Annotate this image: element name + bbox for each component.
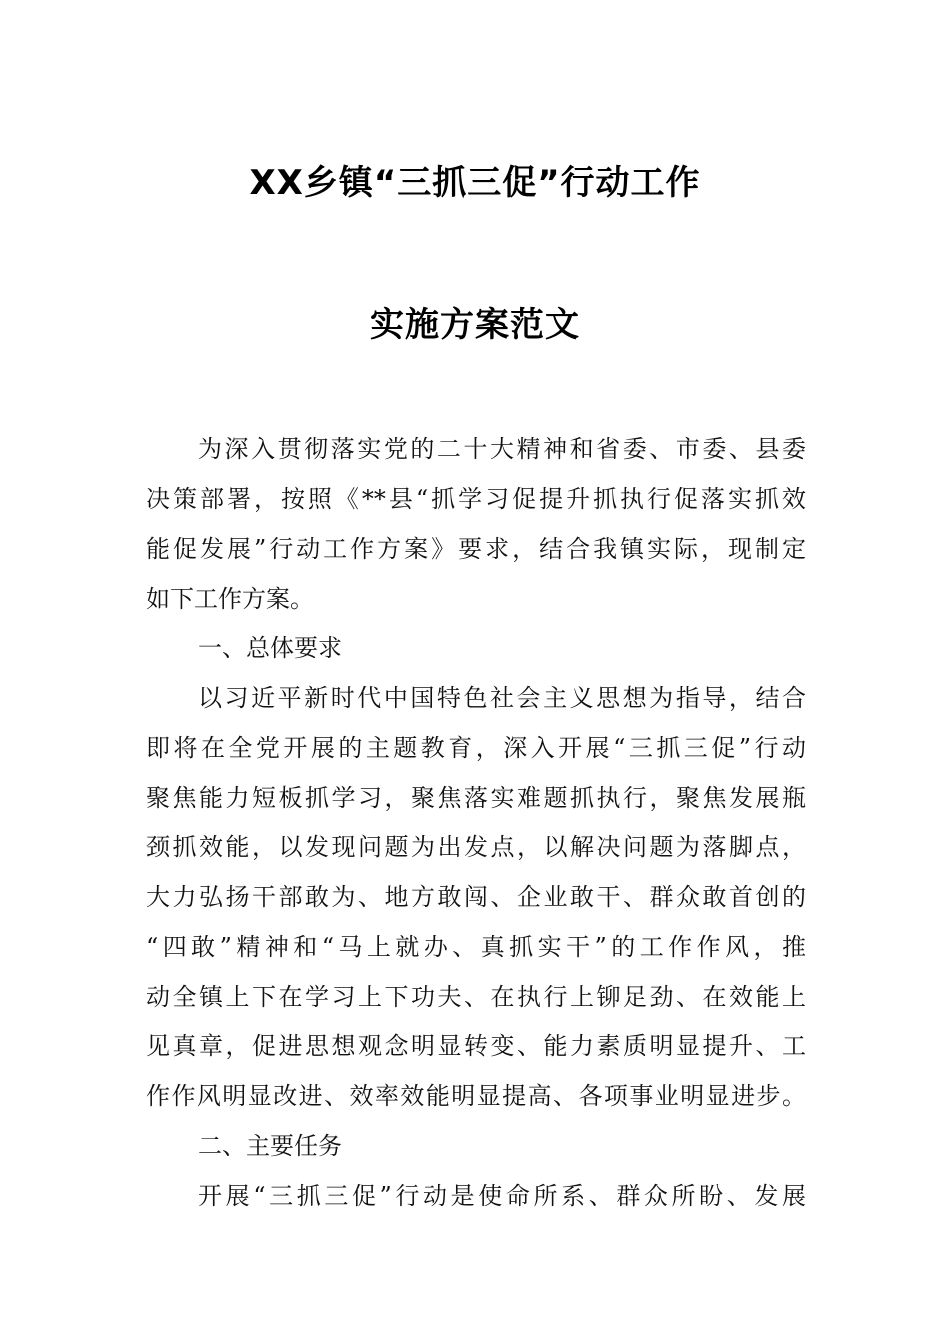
- paragraph-1-line: 如下工作方案。: [146, 585, 314, 613]
- paragraph-2-line: 即将在全党开展的主题教育，深入开展“三抓三促”行动: [146, 734, 806, 762]
- section-heading-1: 一、总体要求: [198, 634, 342, 662]
- paragraph-2-line: 动全镇上下在学习上下功夫、在执行上铆足劲、在效能上: [146, 983, 806, 1011]
- paragraph-2-line: 聚焦能力短板抓学习，聚焦落实难题抓执行，聚焦发展瓶: [146, 784, 806, 812]
- paragraph-3-line: 开展“三抓三促”行动是使命所系、群众所盼、发展: [198, 1182, 806, 1210]
- document-title-line-1: XX乡镇“三抓三促”行动工作: [249, 163, 701, 203]
- paragraph-2-line: 见真章，促进思想观念明显转变、能力素质明显提升、工: [146, 1032, 806, 1060]
- section-heading-2: 二、主要任务: [198, 1132, 342, 1160]
- paragraph-1-line: 为深入贯彻落实党的二十大精神和省委、市委、县委: [198, 435, 806, 463]
- paragraph-2-line: 大力弘扬干部敢为、地方敢闯、企业敢干、群众敢首创的: [146, 883, 806, 911]
- paragraph-2-line: 以习近平新时代中国特色社会主义思想为指导，结合: [198, 684, 806, 712]
- document-title-line-2: 实施方案范文: [370, 305, 580, 345]
- paragraph-2-line: 作作风明显改进、效率效能明显提高、各项事业明显进步。: [146, 1082, 806, 1110]
- paragraph-2-line: “四敢”精神和“马上就办、真抓实干”的工作作风，推: [146, 933, 806, 961]
- paragraph-1-line: 决策部署，按照《**县“抓学习促提升抓执行促落实抓效: [146, 485, 806, 513]
- paragraph-1-line: 能促发展”行动工作方案》要求，结合我镇实际，现制定: [146, 535, 806, 563]
- paragraph-2-line: 颈抓效能，以发现问题为出发点，以解决问题为落脚点，: [146, 833, 806, 861]
